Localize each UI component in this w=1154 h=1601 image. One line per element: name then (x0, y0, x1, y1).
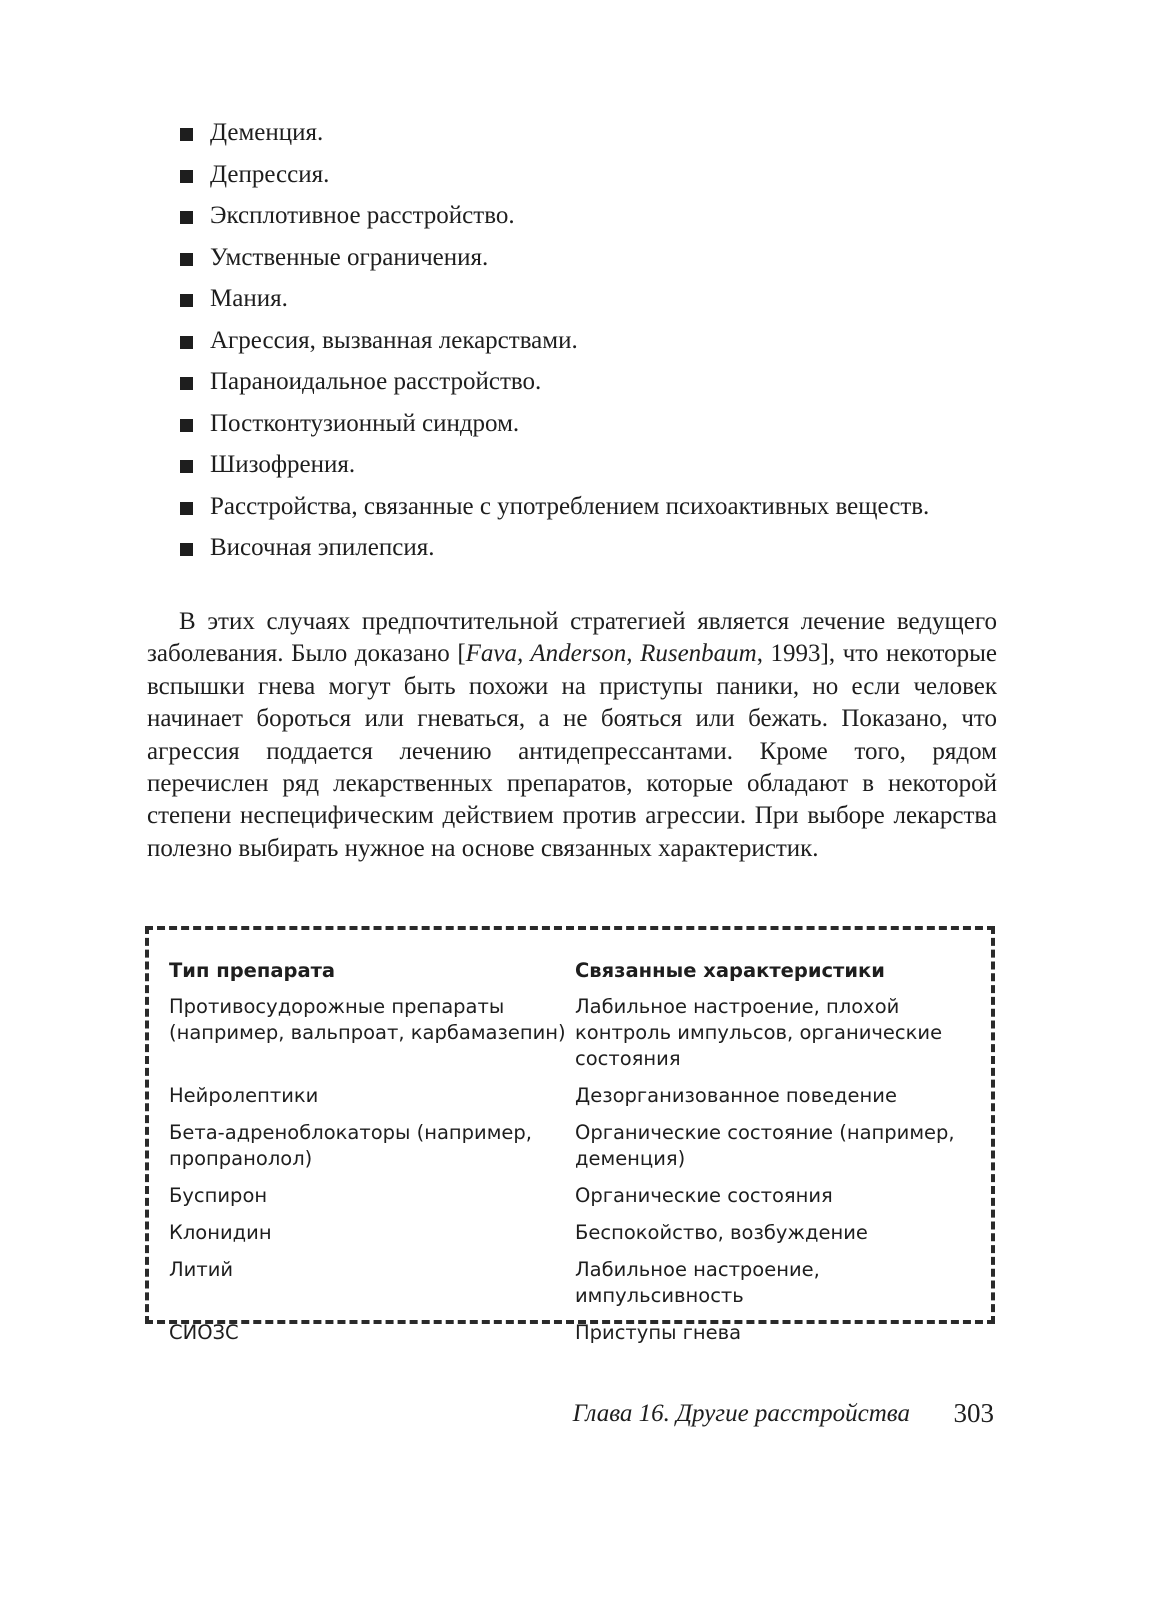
list-item-text: Височная эпилепсия. (210, 534, 435, 561)
list-item (180, 531, 1000, 564)
list-item (180, 116, 1000, 149)
characteristics-cell: Органические состояния (575, 1184, 833, 1207)
list-item (180, 324, 1000, 357)
square-bullet-icon (180, 253, 193, 266)
table-header-row (169, 958, 979, 994)
drug-type-cell: Буспирон (169, 1184, 268, 1207)
characteristics-cell: Лабильное настроение, импульсивность (575, 1258, 820, 1307)
list-item (180, 241, 1000, 274)
paragraph-text: В этих случаях предпочтительной стратегией является лечение ведущего заболевания. Было доказано [ (147, 608, 997, 668)
list-item (180, 407, 1000, 440)
square-bullet-icon (180, 419, 193, 432)
list-item (180, 199, 1000, 232)
square-bullet-icon (180, 128, 193, 141)
square-bullet-icon (180, 543, 193, 556)
body-paragraph (147, 606, 997, 865)
list-item (180, 448, 1000, 481)
characteristics-cell: Лабильное настроение, плохой контроль импульсов, органические состояния (575, 995, 943, 1070)
list-item-text: Постконтузионный синдром. (210, 409, 520, 437)
list-item-text: Параноидальное расстройство. (210, 368, 542, 395)
list-item-text: Мания. (210, 285, 288, 312)
list-item (180, 490, 1000, 523)
page-footer (560, 1398, 1000, 1438)
drug-type-cell: Клонидин (169, 1221, 272, 1244)
list-item-text: Агрессия, вызванная лекарствами. (210, 326, 578, 354)
characteristics-cell: Дезорганизованное поведение (575, 1084, 897, 1107)
disorder-list (180, 116, 1000, 573)
characteristics-cell: Органические состояние (например, деменция) (575, 1121, 955, 1170)
drug-type-cell: Противосудорожные препараты (например, вальпроат, карбамазепин) (169, 995, 566, 1044)
list-item (180, 282, 1000, 315)
table-row (169, 1083, 979, 1120)
paragraph-text: , 1993], что некоторые вспышки гнева могут быть похожи на приступы паники, но если человек начинает бороться или гневаться, а не бояться или бежать. Показано, что агрессия поддается лечению антидепрессантами. Кроме того, рядом перечислен ряд лекарственных препаратов, которые обладают в некоторой степени неспецифическим действием против агрессии. При выборе лекарства полезно выбирать нужное на основе связанных характеристик. (147, 640, 997, 862)
column-header-characteristics: Связанные характеристики (575, 959, 885, 982)
square-bullet-icon (180, 336, 193, 349)
table-row (169, 1120, 979, 1183)
drug-type-cell: СИОЗС (169, 1321, 239, 1344)
table-row (169, 1257, 979, 1320)
page-number: 303 (953, 1398, 994, 1428)
column-header-drug-type: Тип препарата (169, 959, 336, 982)
characteristics-cell: Беспокойство, возбуждение (575, 1221, 868, 1244)
table-row (169, 1320, 979, 1357)
table-row (169, 994, 979, 1083)
list-item-text: Умственные ограничения. (210, 243, 489, 271)
drug-table-box (145, 926, 995, 1344)
drug-type-cell: Бета-адреноблокаторы (например, пропранолол) (169, 1121, 533, 1170)
list-item-text: Расстройства, связанные с употреблением психоактивных веществ. (210, 492, 930, 520)
citation-authors: Fava, Anderson, Rusenbaum (465, 640, 757, 668)
list-item-text: Депрессия. (210, 160, 330, 188)
table-row (169, 1183, 979, 1220)
list-item-text: Эксплотивное расстройство. (210, 202, 515, 229)
list-item (180, 365, 1000, 398)
list-item-text: Деменция. (210, 119, 324, 146)
drug-type-cell: Нейролептики (169, 1084, 319, 1107)
square-bullet-icon (180, 377, 193, 390)
drug-type-cell: Литий (169, 1258, 234, 1281)
square-bullet-icon (180, 460, 193, 473)
drug-table (169, 958, 979, 1357)
square-bullet-icon (180, 294, 193, 307)
table-row (169, 1220, 979, 1257)
square-bullet-icon (180, 170, 193, 183)
characteristics-cell: Приступы гнева (575, 1321, 742, 1344)
list-item-text: Шизофрения. (210, 451, 356, 478)
square-bullet-icon (180, 502, 193, 515)
chapter-title: Глава 16. Другие расстройства (572, 1400, 910, 1427)
square-bullet-icon (180, 211, 193, 224)
list-item (180, 158, 1000, 191)
